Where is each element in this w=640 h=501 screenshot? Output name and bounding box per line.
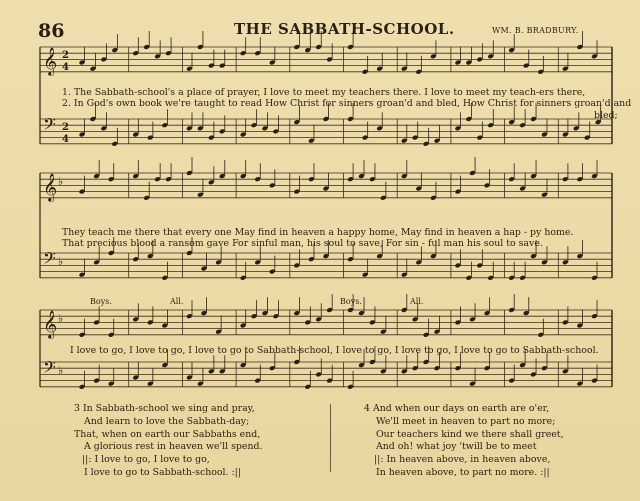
verse-line: 4 And when our days on earth are o'er, <box>364 403 550 414</box>
bass-clef-icon: 𝄢 <box>43 248 56 272</box>
verse-4 <box>364 403 564 480</box>
bass-clef-icon: 𝄢 <box>43 357 56 381</box>
marking-boys: Boys. <box>340 297 362 306</box>
system1-verse1-lyric: 1. The Sabbath-school's a place of prayer, I love to meet my teachers there. I love to meet my teach-ers there, <box>62 87 586 98</box>
flat-icon: ♭ <box>58 175 64 188</box>
verse-line: That, when on earth our Sabbaths end, <box>74 428 261 440</box>
flat-icon: ♭ <box>58 312 64 325</box>
page-title: THE SABBATH-SCHOOL. <box>234 20 455 38</box>
marking-all: All. <box>170 297 184 306</box>
verse-line: A glorious rest in heaven we'll spend. <box>84 441 263 453</box>
treble-clef-icon: 𝄞 <box>43 173 58 201</box>
verse-line: 3 In Sabbath-school we sing and pray, <box>74 403 255 414</box>
time-signature-bottom: 4 <box>62 62 69 73</box>
verse-line: And learn to love the Sabbath-day; <box>84 415 250 427</box>
verse-line: We'll meet in heaven to part no more; <box>376 415 556 427</box>
flat-icon: ♭ <box>58 255 64 268</box>
marking-all: All. <box>410 297 424 306</box>
system2-verse2-lyric: That precious blood a ransom gave For sinful man, his soul to save, For sin - ful man his soul to save. <box>62 238 543 249</box>
flat-icon: ♭ <box>58 364 64 377</box>
verse-line: I love to go to Sabbath-school. :|| <box>84 466 241 478</box>
system1-verse2-lyric: 2. In God's own book we're taught to read How Christ for sinners groan'd and bled, How Christ for sinners groan'd and <box>62 98 632 109</box>
verse-line: ||: I love to go, I love to go, <box>82 454 210 466</box>
system1-verse2-end: bled; <box>594 110 618 121</box>
treble-clef-icon: 𝄞 <box>43 47 58 75</box>
system2-verse1-lyric: They teach me there that every one May find in heaven a happy home, May find in heaven a hap - py home. <box>62 227 574 238</box>
composer-credit: WM. B. BRADBURY. <box>492 26 579 35</box>
verse-3 <box>74 403 263 480</box>
treble-clef-icon: 𝄞 <box>43 310 58 338</box>
page-number: 86 <box>38 20 65 42</box>
time-signature-bottom: 4 <box>62 134 69 145</box>
verse-divider <box>330 404 331 472</box>
time-signature-top: 2 <box>62 50 69 61</box>
verse-line: In heaven above, to part no more. :|| <box>376 466 550 478</box>
verse-line: Our teachers kind we there shall greet, <box>376 428 564 440</box>
bass-clef-icon: 𝄢 <box>43 114 56 138</box>
verse-line: ||: In heaven above, in heaven above, <box>374 454 551 466</box>
marking-boys: Boys. <box>90 297 112 306</box>
verse-line: And oh! what joy 'twill be to meet <box>376 441 537 453</box>
time-signature-top: 2 <box>62 122 69 133</box>
system3-chorus-lyric: I love to go, I love to go, I love to go to Sabbath-school, I love to go, I love to go, I love to go to Sabbath-school. <box>70 345 599 356</box>
